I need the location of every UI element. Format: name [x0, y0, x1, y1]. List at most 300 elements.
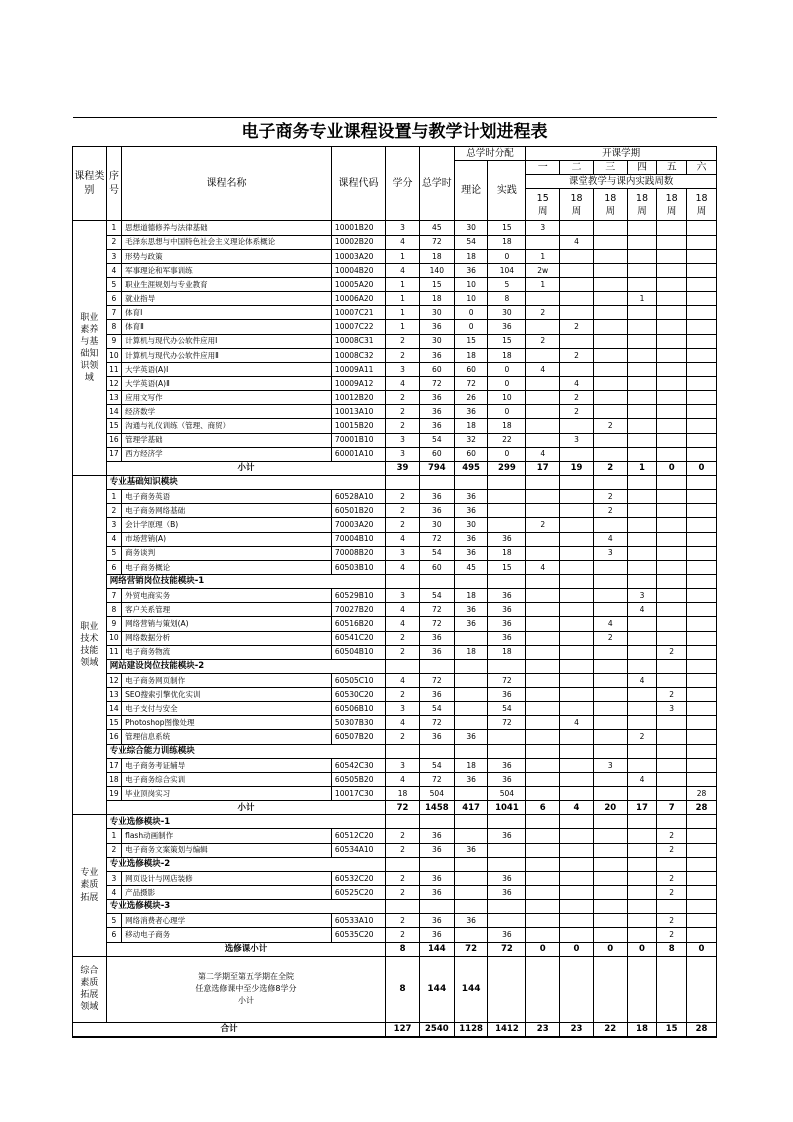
course-semester-4: 4 [627, 603, 657, 617]
course-semester-6 [686, 405, 716, 419]
grand-total-theory: 1128 [454, 1022, 488, 1037]
course-semester-2 [560, 589, 594, 603]
course-total-hours: 36 [419, 886, 454, 900]
empty-cell [657, 659, 687, 673]
course-semester-4 [627, 928, 657, 942]
table-row [73, 645, 717, 659]
course-semester-3: 2 [593, 504, 627, 518]
course-semester-2 [560, 928, 594, 942]
course-semester-1 [526, 772, 560, 786]
course-semester-3: 3 [593, 758, 627, 772]
course-credits: 4 [386, 716, 420, 730]
course-credits: 4 [386, 263, 420, 277]
course-seq: 14 [106, 702, 121, 716]
header-semester-2: 二 [560, 161, 594, 175]
general-elective-description [106, 956, 385, 1022]
course-credits: 2 [386, 334, 420, 348]
course-code: 60530C20 [331, 688, 385, 702]
course-theory: 36 [454, 843, 488, 857]
course-semester-5 [657, 490, 687, 504]
course-semester-6 [686, 688, 716, 702]
course-semester-4 [627, 362, 657, 376]
course-semester-4 [627, 391, 657, 405]
course-semester-5: 3 [657, 702, 687, 716]
course-name: flash动画制作 [122, 829, 332, 843]
course-practice: 36 [488, 886, 526, 900]
course-semester-4 [627, 490, 657, 504]
course-practice: 36 [488, 928, 526, 942]
table-row [73, 490, 717, 504]
course-semester-6 [686, 391, 716, 405]
course-semester-6: 28 [686, 787, 716, 801]
course-practice: 504 [488, 787, 526, 801]
course-semester-4 [627, 320, 657, 334]
course-code: 60529B10 [331, 589, 385, 603]
course-semester-5 [657, 603, 687, 617]
course-seq: 7 [106, 589, 121, 603]
module-header-row [73, 475, 717, 489]
course-practice: 36 [488, 772, 526, 786]
course-semester-3 [593, 560, 627, 574]
general-elective-row [73, 956, 717, 1022]
table-row [73, 843, 717, 857]
header-weeks-3: 18周 [593, 189, 627, 221]
empty-cell [488, 574, 526, 588]
course-credits: 1 [386, 292, 420, 306]
course-seq: 8 [106, 320, 121, 334]
course-total-hours: 72 [419, 772, 454, 786]
course-semester-1: 2 [526, 518, 560, 532]
empty-cell [454, 900, 488, 914]
course-theory: 60 [454, 447, 488, 461]
empty-cell [593, 956, 627, 1022]
course-credits: 2 [386, 419, 420, 433]
course-seq: 19 [106, 787, 121, 801]
grand-total-semester-2: 23 [560, 1022, 594, 1037]
grand-total-semester-1: 23 [526, 1022, 560, 1037]
course-practice: 36 [488, 871, 526, 885]
general-theory: 144 [454, 956, 488, 1022]
course-semester-4 [627, 843, 657, 857]
course-name: 网页设计与网店装修 [122, 871, 332, 885]
course-semester-5: 2 [657, 829, 687, 843]
course-semester-6 [686, 447, 716, 461]
course-practice: 18 [488, 235, 526, 249]
course-total-hours: 72 [419, 716, 454, 730]
header-theory: 理论 [454, 161, 488, 221]
course-semester-4 [627, 334, 657, 348]
course-code: 60001A10 [331, 447, 385, 461]
course-total-hours: 72 [419, 532, 454, 546]
course-semester-3 [593, 702, 627, 716]
course-name: 网络消费者心理学 [122, 914, 332, 928]
empty-cell [657, 900, 687, 914]
grand-total-semester-3: 22 [593, 1022, 627, 1037]
course-semester-3 [593, 787, 627, 801]
empty-cell [526, 574, 560, 588]
table-row [73, 263, 717, 277]
table-row [73, 518, 717, 532]
course-code: 10002B20 [331, 235, 385, 249]
course-credits: 2 [386, 490, 420, 504]
module-header-row [73, 744, 717, 758]
course-credits: 1 [386, 320, 420, 334]
course-code: 10009A12 [331, 376, 385, 390]
course-semester-1: 4 [526, 447, 560, 461]
table-row [73, 546, 717, 560]
course-name: 市场营销(A) [122, 532, 332, 546]
course-semester-2 [560, 829, 594, 843]
course-theory: 10 [454, 277, 488, 291]
course-credits: 3 [386, 362, 420, 376]
course-total-hours: 36 [419, 688, 454, 702]
empty-cell [386, 900, 420, 914]
course-semester-1 [526, 391, 560, 405]
course-credits: 2 [386, 928, 420, 942]
table-row [73, 589, 717, 603]
course-semester-6 [686, 292, 716, 306]
subtotal-semester-1: 17 [526, 461, 560, 475]
course-semester-5: 2 [657, 914, 687, 928]
course-semester-2 [560, 645, 594, 659]
empty-cell [593, 574, 627, 588]
course-name: 经济数学 [122, 405, 332, 419]
empty-cell [454, 574, 488, 588]
course-credits: 2 [386, 631, 420, 645]
course-semester-6 [686, 829, 716, 843]
course-practice: 36 [488, 532, 526, 546]
course-semester-6 [686, 249, 716, 263]
subtotal-semester-1: 0 [526, 942, 560, 956]
course-total-hours: 36 [419, 914, 454, 928]
course-credits: 2 [386, 829, 420, 843]
module-label: 专业基础知识模块 [106, 475, 385, 489]
course-semester-1: 1 [526, 277, 560, 291]
course-code: 60501B20 [331, 504, 385, 518]
subtotal-credits: 72 [386, 801, 420, 815]
course-semester-5 [657, 292, 687, 306]
course-credits: 2 [386, 518, 420, 532]
table-row [73, 730, 717, 744]
course-semester-4 [627, 504, 657, 518]
course-practice: 18 [488, 546, 526, 560]
course-semester-1 [526, 320, 560, 334]
course-theory [454, 871, 488, 885]
course-theory: 36 [454, 914, 488, 928]
course-code: 60507B20 [331, 730, 385, 744]
course-semester-1 [526, 871, 560, 885]
empty-cell [488, 956, 526, 1022]
course-semester-4 [627, 829, 657, 843]
course-credits: 3 [386, 433, 420, 447]
course-total-hours: 15 [419, 277, 454, 291]
course-total-hours: 18 [419, 249, 454, 263]
course-code: 10008C31 [331, 334, 385, 348]
course-seq: 13 [106, 391, 121, 405]
course-semester-6 [686, 645, 716, 659]
course-semester-4 [627, 758, 657, 772]
course-semester-4 [627, 886, 657, 900]
subtotal-label: 小计 [106, 801, 385, 815]
course-code: 10005A20 [331, 277, 385, 291]
course-semester-4 [627, 617, 657, 631]
empty-cell [686, 475, 716, 489]
course-practice [488, 730, 526, 744]
course-name: 电子支付与安全 [122, 702, 332, 716]
course-semester-2 [560, 603, 594, 617]
course-semester-1: 1 [526, 249, 560, 263]
course-semester-6 [686, 716, 716, 730]
course-practice: 36 [488, 758, 526, 772]
course-semester-3 [593, 914, 627, 928]
course-semester-6 [686, 928, 716, 942]
header-semester-6: 六 [686, 161, 716, 175]
course-semester-1 [526, 645, 560, 659]
course-semester-6 [686, 490, 716, 504]
course-semester-2 [560, 292, 594, 306]
empty-cell [657, 956, 687, 1022]
course-semester-4 [627, 405, 657, 419]
course-semester-2 [560, 532, 594, 546]
course-semester-1 [526, 376, 560, 390]
course-semester-3 [593, 928, 627, 942]
course-code: 70027B20 [331, 603, 385, 617]
course-name: 移动电子商务 [122, 928, 332, 942]
course-theory [454, 702, 488, 716]
course-semester-1 [526, 688, 560, 702]
course-theory: 18 [454, 589, 488, 603]
empty-cell [657, 815, 687, 829]
header-semester-4: 四 [627, 161, 657, 175]
course-semester-2: 3 [560, 433, 594, 447]
course-theory [454, 688, 488, 702]
table-row [73, 688, 717, 702]
subtotal-theory: 495 [454, 461, 488, 475]
course-credits: 4 [386, 617, 420, 631]
course-semester-1: 2 [526, 334, 560, 348]
course-semester-5 [657, 348, 687, 362]
subtotal-row [73, 942, 717, 956]
course-total-hours: 36 [419, 320, 454, 334]
course-theory: 54 [454, 235, 488, 249]
course-seq: 9 [106, 334, 121, 348]
course-semester-4 [627, 688, 657, 702]
course-name: 电子商务英语 [122, 490, 332, 504]
course-theory: 30 [454, 518, 488, 532]
course-semester-6 [686, 772, 716, 786]
course-code: 10003A20 [331, 249, 385, 263]
course-seq: 5 [106, 914, 121, 928]
course-theory: 18 [454, 645, 488, 659]
course-semester-5 [657, 447, 687, 461]
header-total-hours: 总学时 [419, 147, 454, 221]
category-cell: 职业素养与基础知识领域 [73, 221, 107, 476]
course-total-hours: 36 [419, 829, 454, 843]
course-semester-2 [560, 886, 594, 900]
subtotal-total-hours: 1458 [419, 801, 454, 815]
subtotal-semester-3: 0 [593, 942, 627, 956]
empty-cell [488, 744, 526, 758]
empty-cell [593, 815, 627, 829]
subtotal-semester-2: 4 [560, 801, 594, 815]
header-semesters: 开课学期 [526, 147, 717, 161]
header-semester-1: 一 [526, 161, 560, 175]
course-semester-5 [657, 758, 687, 772]
course-semester-3 [593, 772, 627, 786]
course-name: 电子商务概论 [122, 560, 332, 574]
course-semester-2: 4 [560, 376, 594, 390]
course-seq: 1 [106, 490, 121, 504]
course-semester-4: 3 [627, 589, 657, 603]
course-semester-6 [686, 221, 716, 235]
course-credits: 18 [386, 787, 420, 801]
module-label: 网络营销岗位技能模块-1 [106, 574, 385, 588]
course-semester-5 [657, 560, 687, 574]
subtotal-row [73, 801, 717, 815]
course-semester-5 [657, 376, 687, 390]
course-theory [454, 673, 488, 687]
course-code: 70004B10 [331, 532, 385, 546]
empty-cell [386, 815, 420, 829]
course-semester-1 [526, 405, 560, 419]
course-semester-1 [526, 673, 560, 687]
course-semester-4 [627, 263, 657, 277]
course-semester-3 [593, 447, 627, 461]
course-practice: 0 [488, 249, 526, 263]
empty-cell [454, 475, 488, 489]
course-seq: 10 [106, 348, 121, 362]
course-seq: 9 [106, 617, 121, 631]
course-semester-6 [686, 730, 716, 744]
course-semester-5: 2 [657, 928, 687, 942]
grand-total-hours: 2540 [419, 1022, 454, 1037]
course-theory: 10 [454, 292, 488, 306]
course-semester-3 [593, 292, 627, 306]
course-code: 70001B10 [331, 433, 385, 447]
header-weeks-6: 18周 [686, 189, 716, 221]
course-semester-6 [686, 673, 716, 687]
course-code: 10015B20 [331, 419, 385, 433]
course-theory: 36 [454, 730, 488, 744]
course-total-hours: 30 [419, 518, 454, 532]
course-code: 70003A20 [331, 518, 385, 532]
course-semester-5 [657, 249, 687, 263]
empty-cell [560, 475, 594, 489]
course-semester-4 [627, 631, 657, 645]
table-row [73, 532, 717, 546]
course-seq: 12 [106, 673, 121, 687]
course-practice: 104 [488, 263, 526, 277]
table-row [73, 772, 717, 786]
grand-total-row [73, 1022, 717, 1037]
course-semester-6 [686, 348, 716, 362]
empty-cell [627, 744, 657, 758]
course-seq: 4 [106, 886, 121, 900]
subtotal-total-hours: 794 [419, 461, 454, 475]
course-practice: 22 [488, 433, 526, 447]
course-seq: 17 [106, 447, 121, 461]
course-seq: 15 [106, 716, 121, 730]
general-elective-line: 任意选修课中至少选修8学分 [195, 984, 297, 994]
course-total-hours: 30 [419, 334, 454, 348]
course-code: 60533A10 [331, 914, 385, 928]
course-practice: 72 [488, 673, 526, 687]
course-theory: 72 [454, 376, 488, 390]
header-seq: 序号 [106, 147, 121, 221]
course-semester-2 [560, 688, 594, 702]
course-total-hours: 72 [419, 603, 454, 617]
course-semester-2 [560, 914, 594, 928]
empty-cell [454, 659, 488, 673]
course-practice [488, 843, 526, 857]
empty-cell [488, 659, 526, 673]
course-semester-5: 2 [657, 645, 687, 659]
subtotal-semester-2: 19 [560, 461, 594, 475]
course-semester-5 [657, 617, 687, 631]
course-semester-1 [526, 504, 560, 518]
course-practice: 36 [488, 631, 526, 645]
category-cell: 综合素质拓展领域 [73, 956, 107, 1022]
course-credits: 4 [386, 772, 420, 786]
course-semester-1 [526, 603, 560, 617]
course-practice: 36 [488, 829, 526, 843]
course-semester-6 [686, 546, 716, 560]
course-semester-2 [560, 787, 594, 801]
course-semester-2 [560, 249, 594, 263]
course-seq: 14 [106, 405, 121, 419]
subtotal-practice: 299 [488, 461, 526, 475]
course-theory: 18 [454, 758, 488, 772]
course-semester-6 [686, 504, 716, 518]
course-name: 毕业顶岗实习 [122, 787, 332, 801]
course-seq: 15 [106, 419, 121, 433]
course-name: 毛泽东思想与中国特色社会主义理论体系概论 [122, 235, 332, 249]
course-name: 军事理论和军事训练 [122, 263, 332, 277]
course-semester-6 [686, 702, 716, 716]
course-theory: 36 [454, 617, 488, 631]
course-semester-2 [560, 221, 594, 235]
course-credits: 1 [386, 249, 420, 263]
course-theory: 32 [454, 433, 488, 447]
subtotal-credits: 39 [386, 461, 420, 475]
course-theory: 36 [454, 532, 488, 546]
category-cell: 职业技术技能领域 [73, 475, 107, 814]
course-semester-6 [686, 631, 716, 645]
course-semester-6 [686, 843, 716, 857]
course-semester-4 [627, 277, 657, 291]
course-semester-3 [593, 603, 627, 617]
course-practice: 10 [488, 391, 526, 405]
course-theory: 18 [454, 348, 488, 362]
course-name: 大学英语(A)Ⅱ [122, 376, 332, 390]
course-semester-4 [627, 787, 657, 801]
table-row [73, 221, 717, 235]
course-theory: 36 [454, 772, 488, 786]
header-course-code: 课程代码 [331, 147, 385, 221]
course-semester-5 [657, 546, 687, 560]
course-total-hours: 54 [419, 433, 454, 447]
course-practice: 18 [488, 645, 526, 659]
course-code: 60534A10 [331, 843, 385, 857]
course-semester-3 [593, 249, 627, 263]
course-semester-2 [560, 277, 594, 291]
course-semester-1 [526, 914, 560, 928]
course-semester-4: 1 [627, 292, 657, 306]
empty-cell [454, 815, 488, 829]
table-row [73, 348, 717, 362]
course-semester-2: 4 [560, 235, 594, 249]
course-semester-3 [593, 886, 627, 900]
